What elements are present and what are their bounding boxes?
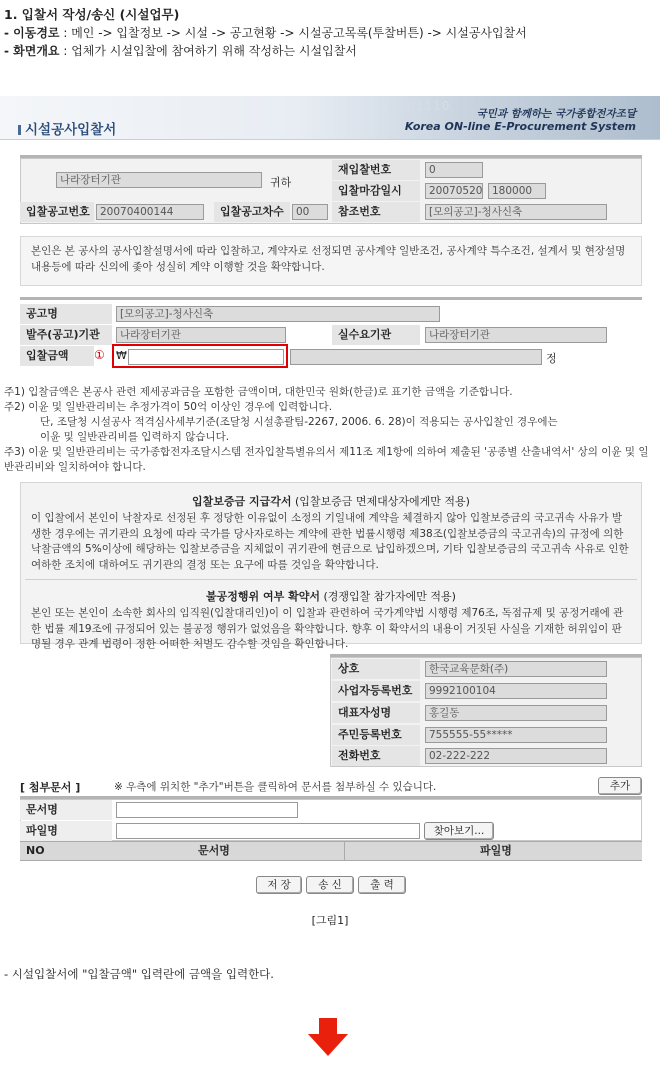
divider [25,579,637,580]
overview-text: : 업체가 시설입찰에 참여하기 위해 작성하는 시설입찰서 [59,44,357,58]
ceo-field[interactable]: 홍길동 [425,705,607,721]
deadline-date-field[interactable]: 20070520 [425,183,483,199]
currency-symbol: ₩ [116,349,127,362]
col-doc-name: 문서명 [198,844,230,857]
note-2-detail-2: 이윤 및 일반관리비를 입력하지 않습니다. [40,431,230,443]
note-3: 주3) 이윤 및 일반관리비는 국가종합전자조달시스템 전자입찰특별유의서 제11조 제1항에 의하여 제출된 '공종별 산출내역서' 상의 이윤 및 일반관리비와 일치하여야 합니다. [4,446,649,473]
page-banner [0,96,660,140]
ceo-label: 대표자성명 [332,703,420,723]
notice-no-field[interactable]: 20070400144 [96,204,204,220]
pledge-notice: 본인은 본 공사의 공사입찰설명서에 따라 입찰하고, 계약자로 선정되면 공사계약 일반조건, 공사계약 특수조건, 설계서 및 현장설명내용등에 따라 신의에 좇아 성실히 계약 이행할 것을 확약합니다. [20,236,642,286]
deadline-label: 입찰마감일시 [332,181,420,201]
fairness-body: 본인 또는 본인이 소속한 회사의 임직원(입찰대리인)이 이 입찰과 관련하여 국가계약법 시행령 제76조, 독점규제 및 공정거래에 관한 법률 제19조에 규정되어 있는 불공정 행위가 없었음을 확약합니다. 향후 이 확약서의 내용이 거짓된 사실을 기재한 허위임이 판명될 경우 관계 법령이 정한 어떠한 처벌도 감수할 것임을 확인합니다. [31,607,624,650]
route-label: - 이동경로 [4,26,60,40]
org-label: 발주(공고)기관 [20,325,112,345]
fairness-title-sub: (경쟁입찰 참가자에만 적용) [319,590,456,603]
notice-seq-label: 입찰공고차수 [214,202,290,222]
save-button[interactable]: 저 장 [256,876,302,894]
attachment-heading [20,779,80,795]
guarantee-title [21,493,641,509]
down-arrow-icon [308,1018,348,1056]
ref-label: 참조번호 [332,202,420,222]
deadline-time-field[interactable]: 180000 [488,183,546,199]
notice-seq-field[interactable]: 00 [292,204,328,220]
banner-slogan: 국민과 함께하는 국가종합전자조달 [476,108,636,120]
bid-amount-korean-field [290,349,542,365]
attachment-note: ※ 우측에 위치한 "추가"버튼을 클릭하여 문서를 첨부하실 수 있습니다. [114,781,437,793]
org-field[interactable]: 나라장터기관 [116,327,286,343]
company-name-field[interactable]: 한국교육문화(주) [425,661,607,677]
bid-amount-input[interactable] [128,349,284,365]
biz-reg-field[interactable]: 9992100104 [425,683,607,699]
figure-caption: [그림1] [311,914,349,927]
amount-unit: 정 [546,352,557,365]
col-no: NO [26,844,45,857]
column-divider [344,842,345,860]
browse-button[interactable]: 찾아보기... [424,822,494,840]
intro-section [4,6,527,60]
banner-binary-decoration: 0101110 [390,99,451,113]
file-path-input[interactable] [116,823,420,839]
demand-org-label: 실수요기관 [332,325,420,345]
page-title: 시설공사입찰서 [18,118,116,138]
guarantee-box [20,482,642,650]
route-text: : 메인 -> 입찰정보 -> 시설 -> 공고현황 -> 시설공고목록(투찰버튼) -> 시설공사입찰서 [59,26,527,40]
biz-reg-label: 사업자등록번호 [332,681,420,701]
doc-name-input[interactable] [116,802,298,818]
step-marker: ① [94,348,105,362]
ref-field[interactable]: [모의공고]-청사신축 [425,204,607,220]
notice-name-label: 공고명 [20,304,112,324]
intro-overview [4,42,527,60]
fairness-title-text: 불공정행위 여부 확약서 [206,590,320,603]
doc-name-label: 문서명 [20,800,112,820]
rebid-label: 재입찰번호 [332,160,420,180]
honorific-text: 귀하 [270,176,292,189]
step-description: - 시설입찰서에 "입찰금액" 입력란에 금액을 입력한다. [4,967,274,981]
resident-no-field[interactable]: 755555-55***** [425,727,607,743]
divider [20,297,642,300]
guarantee-title-text: 입찰보증금 지급각서 [192,495,292,508]
intro-route [4,24,527,42]
note-1: 주1) 입찰금액은 본공사 관련 제세공과금을 포함한 금액이며, 대한민국 원화(한글)로 표기한 금액을 기준합니다. [4,386,513,398]
attachment-heading-text: [ 첨부문서 ] [20,781,81,794]
attachment-table-header [20,841,642,861]
intro-heading: 1. 입찰서 작성/송신 (시설업무) [4,7,180,22]
col-file-name: 파일명 [480,844,512,857]
notice-name-field[interactable]: [모의공고]-청사신축 [116,306,440,322]
down-arrow-shape [308,1018,348,1056]
phone-field[interactable]: 02-222-222 [425,748,607,764]
company-name-label: 상호 [332,659,420,679]
fairness-title [21,588,641,604]
recipient-field: 나라장터기관 [56,172,262,188]
send-button[interactable]: 송 신 [306,876,354,894]
overview-label: - 화면개요 [4,44,60,58]
guarantee-body: 이 입찰에서 본인이 낙찰자로 선정된 후 정당한 이유없이 소정의 기일내에 계약을 체결하지 않아 입찰보증금의 국고귀속 사유가 발생한 경우에는 귀기관의 요청에 따라 국가를 당사자로하는 계약에 관한 법률시행령 제38조(입찰보증금의 국고귀속)의 규정에 의한 낙찰금액의 5%이상에 해당하는 입찰보증금을 지체없이 귀기관에 현금으로 납입하겠으며, 기타 입찰보증금의 국고귀속 사유로 인한 여하한 조치에 대하여도 귀기관의 결정 또는 요구에 따를 것임을 확약합니다. [31,512,629,571]
file-name-label: 파일명 [20,821,112,841]
bid-amount-label: 입찰금액 [20,346,94,366]
guarantee-title-sub: (입찰보증금 면제대상자에게만 적용) [291,495,470,508]
notes-section [4,385,654,475]
demand-org-field[interactable]: 나라장터기관 [425,327,607,343]
note-2-detail: 단, 조달청 시설공사 적격심사세부기준(조달청 시설총괄팀-2267, 2006. 6. 28)이 적용되는 공사입찰인 경우에는 [40,416,558,428]
notice-no-label: 입찰공고번호 [20,202,94,222]
banner-english-name: Korea ON-line E-Procurement System [404,120,636,133]
rebid-field[interactable]: 0 [425,162,483,178]
print-button[interactable]: 출 력 [358,876,406,894]
phone-label: 전화번호 [332,746,420,766]
add-attachment-button[interactable]: 추가 [598,777,642,795]
note-2: 주2) 이윤 및 일반관리비는 추정가격이 50억 이상인 경우에 입력합니다. [4,401,333,413]
resident-no-label: 주민등록번호 [332,725,420,745]
